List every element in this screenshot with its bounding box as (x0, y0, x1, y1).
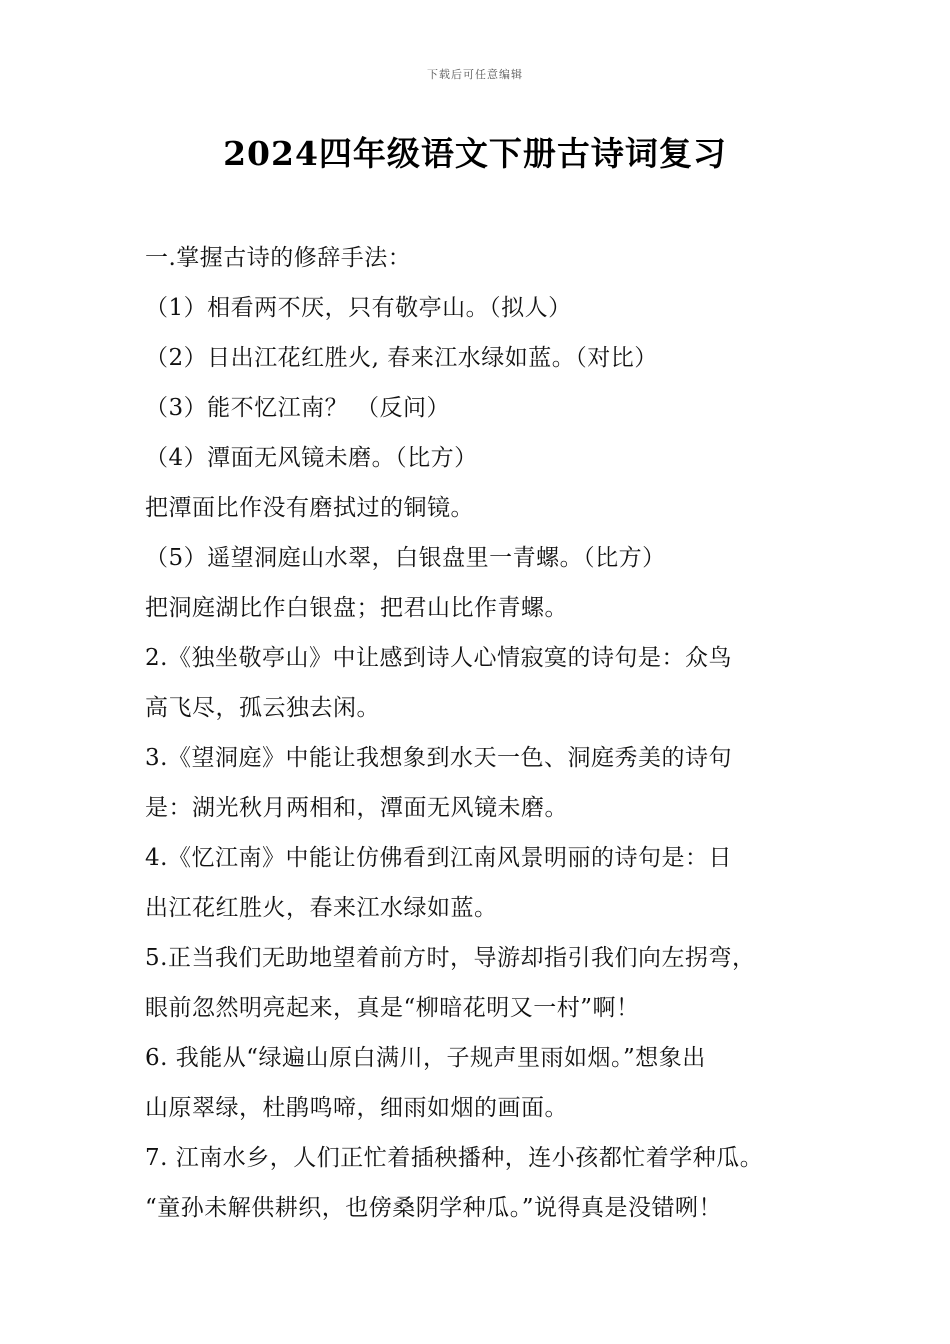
question-5-line-2: 眼前忽然明亮起来，真是“柳暗花明又一村”啊！ (145, 995, 640, 1021)
section-heading: 一.掌握古诗的修辞手法： (145, 245, 412, 271)
question-4-line-2: 出江花红胜火，春来江水绿如蓝。 (145, 895, 498, 921)
question-7-line-2: “童孙未解供耕织，也傍桑阴学种瓜。”说得真是没错咧！ (145, 1195, 723, 1221)
example-line-5: （5）遥望洞庭山水翠，白银盘里一青螺。（比方） (145, 545, 666, 571)
question-5-line-1: 5.正当我们无助地望着前方时，导游却指引我们向左拐弯， (145, 945, 756, 971)
question-3-line-2: 是：湖光秋月两相和，潭面无风镜未磨。 (145, 795, 568, 821)
question-4-line-1: 4.《忆江南》中能让仿佛看到江南风景明丽的诗句是：日 (145, 845, 732, 871)
page-title: 2024四年级语文下册古诗词复习 (223, 134, 727, 173)
document-body (145, 233, 835, 1233)
explanation-line-5: 把洞庭湖比作白银盘；把君山比作青螺。 (145, 595, 568, 621)
example-line-3: （3）能不忆江南？ （反问） (145, 395, 450, 421)
question-2-line-1: 2.《独坐敬亭山》中让感到诗人心情寂寞的诗句是：众鸟 (145, 645, 732, 671)
question-6-line-1: 6. 我能从“绿遍山原白满川，子规声里雨如烟。”想象出 (145, 1045, 706, 1071)
example-line-2: （2）日出江花红胜火, 春来江水绿如蓝。（对比） (145, 345, 658, 371)
header-note: 下载后可任意编辑 (427, 68, 523, 81)
question-3-line-1: 3.《望洞庭》中能让我想象到水天一色、洞庭秀美的诗句 (145, 745, 732, 771)
question-2-line-2: 高飞尽，孤云独去闲。 (145, 695, 380, 721)
example-line-1: （1）相看两不厌，只有敬亭山。（拟人） (145, 295, 572, 321)
explanation-line-4: 把潭面比作没有磨拭过的铜镜。 (145, 495, 474, 521)
example-line-4: （4）潭面无风镜未磨。（比方） (145, 445, 478, 471)
question-7-line-1: 7. 江南水乡，人们正忙着插秧播种，连小孩都忙着学种瓜。 (145, 1145, 764, 1171)
question-6-line-2: 山原翠绿，杜鹃鸣啼，细雨如烟的画面。 (145, 1095, 568, 1121)
